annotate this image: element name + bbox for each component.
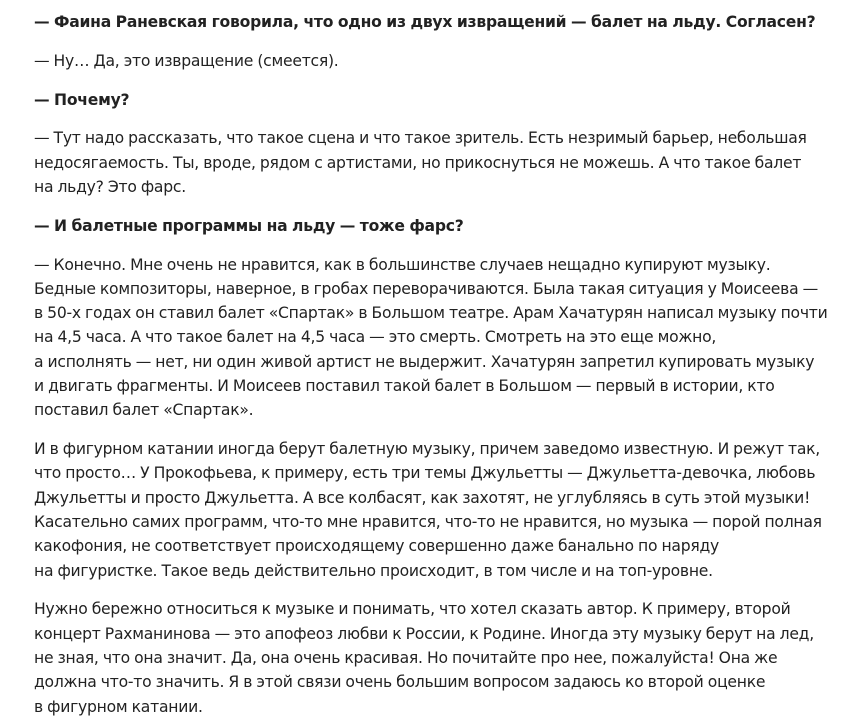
interview-answer: — Конечно. Мне очень не нравится, как в большинстве случаев нещадно купируют музыку. Бедные композиторы, наверное, в гробах переворачиваются. Была такая ситуация у Моисеева — в 50-х годах он ставил балет «Спартак» в Большом театре. Арам Хачатурян написал музыку почти на 4,5 часа. А что такое балет на 4,5 часа — это смерть. Смотреть на это еще можно, а исполнять — нет, ни один живой артист не выдержит. Хачатурян запретил купировать музыку и двигать фрагменты. И Моисеев поставил такой балет в Большом — первый в истории, кто поставил балет «Спартак». [34,255,828,420]
interview-question: — И балетные программы на льду — тоже фарс? [34,216,464,235]
interview-question: — Почему? [34,90,130,109]
interview-question: — Фаина Раневская говорила, что одно из двух извращений — балет на льду. Согласен? [34,13,816,31]
interview-answer: Нужно бережно относиться к музыке и понимать, что хотел сказать автор. К примеру, второй концерт Рахманинова — это апофеоз любви к России, к Родине. Иногда эту музыку берут на лед, не зная, что она значит. Да, она очень красивая. Но почитайте про нее, пожалуйста! Она же должна что-то значить. Я в этой связи очень большим вопросом задаюсь ко второй оценке в фигурном катании. [34,600,814,716]
interview-answer: — Ну… Да, это извращение (смеется). [34,51,339,70]
interview-answer: — Тут надо рассказать, что такое сцена и что такое зритель. Есть незримый барьер, небольшая недосягаемость. Ты, вроде, рядом с артистами, но прикоснуться не можешь. А что такое балет на льду? Это фарс. [34,129,807,196]
interview-answer: И в фигурном катании иногда берут балетную музыку, причем заведомо известную. И режут так, что просто… У Прокофьева, к примеру, есть три темы Джульетты — Джульетта-девочка, любовь Джульетты и просто Джульетта. А все колбасят, как захотят, не углубляясь в суть этой музыки! Касательно самих программ, что-то мне нравится, что-то не нравится, но музыка — порой полная какофония, не соответствует происходящему совершенно даже банально по наряду на фигуристке. Такое ведь действительно происходит, в том числе и на топ-уровне. [34,440,822,580]
